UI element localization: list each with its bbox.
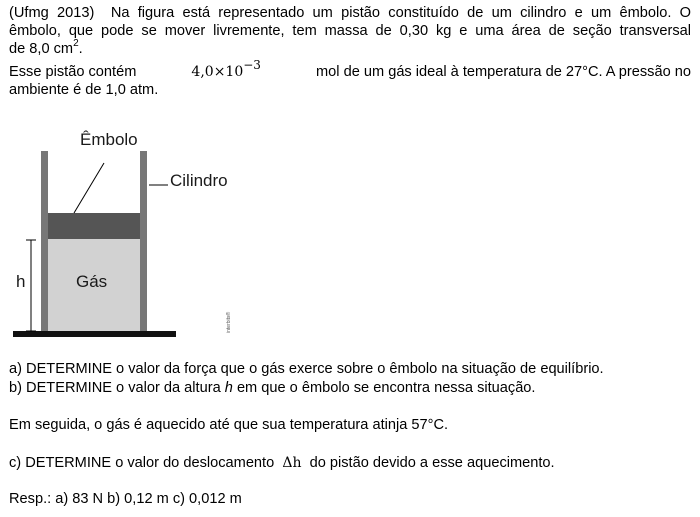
question-b-post: em que o êmbolo se encontra nessa situação. xyxy=(236,380,536,396)
base-plate xyxy=(13,331,176,337)
intro-line-1 xyxy=(9,4,691,22)
question-a: a) DETERMINE o valor da força que o gás exerce sobre o êmbolo na situação de equilíbrio. xyxy=(9,361,604,377)
gas-line-1-post: mol de um gás ideal à temperatura de 27°C. A pressão no xyxy=(316,64,691,80)
question-b-variable: h xyxy=(224,380,233,396)
intro-line-3-text: de 8,0 cm xyxy=(9,41,74,57)
embolo-leader-line xyxy=(74,163,104,213)
embolo-label: Êmbolo xyxy=(80,130,138,149)
credit-watermark: interbits® xyxy=(226,311,232,333)
amount-base: 10 xyxy=(225,64,244,80)
cylinder-right-wall xyxy=(140,151,147,332)
question-c xyxy=(9,454,555,472)
question-b xyxy=(9,379,535,397)
cylinder-left-wall xyxy=(41,151,48,332)
gas-line-1-pre: Esse pistão contém xyxy=(9,64,137,80)
heating-statement: Em seguida, o gás é aquecido até que sua temperatura atinja 57°C. xyxy=(9,417,449,433)
gas-label: Gás xyxy=(76,272,108,291)
gas-line-1 xyxy=(9,58,691,81)
amount-mantissa: 4,0 xyxy=(191,64,214,80)
intro-paragraph xyxy=(9,4,691,58)
question-c-pre: c) DETERMINE o valor do deslocamento xyxy=(9,455,275,471)
gas-amount xyxy=(191,58,261,81)
gas-line-2: ambiente é de 1,0 atm. xyxy=(9,82,159,98)
amount-exponent: −3 xyxy=(243,58,261,73)
intro-line-2: êmbolo, que pode se mover livremente, tem massa de 0,30 kg e uma área de seção transversal xyxy=(9,23,691,39)
area-exponent: 2 xyxy=(73,38,79,50)
amount-times: × xyxy=(213,64,226,80)
source-tag: (Ufmg 2013) xyxy=(9,5,95,21)
height-label: h xyxy=(16,272,26,291)
delta-h: Δh xyxy=(282,455,302,471)
intro-line-1-text: Na figura está representado um pistão constituído de um cilindro e um êmbolo. O xyxy=(110,5,692,21)
answer-line: Resp.: a) 83 N b) 0,12 m c) 0,012 m xyxy=(9,491,242,507)
cilindro-label: Cilindro xyxy=(170,171,228,190)
piston-figure xyxy=(8,125,238,343)
piston-block xyxy=(48,213,140,239)
intro-line-3 xyxy=(9,40,691,58)
intro-line-3-end: . xyxy=(78,41,83,57)
question-b-pre: b) DETERMINE o valor da altura xyxy=(9,380,221,396)
gas-paragraph xyxy=(9,58,691,99)
question-c-post: do pistão devido a esse aquecimento. xyxy=(309,455,555,471)
